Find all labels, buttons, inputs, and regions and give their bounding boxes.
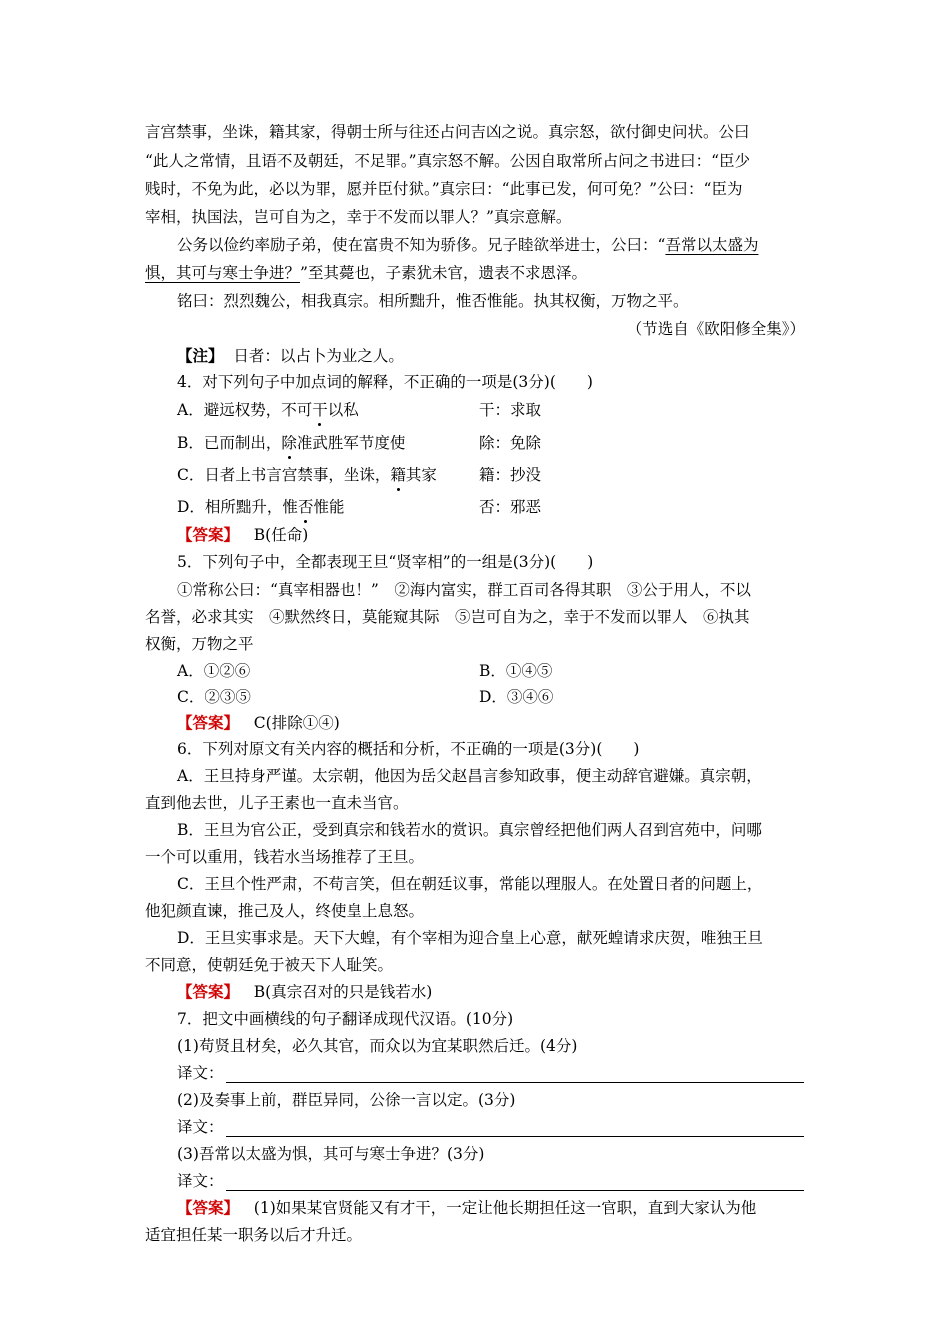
translation-blank-1[interactable]	[226, 1082, 804, 1083]
passage-line-5: 公务以俭约率励子弟，使在富贵不知为骄侈。兄子睦欲举进士，公曰：“吾常以太盛为	[177, 236, 759, 254]
underlined-sentence: 吾常以太盛为	[665, 236, 759, 254]
passage-line-2: “此人之常情，且语不及朝廷，不足罪。”真宗怒不解。公因自取常所占问之书进曰：“臣少	[145, 152, 751, 170]
passage-inscription: 铭曰：烈烈魏公，相我真宗。相所黜升，惟否惟能。执其权衡，万物之平。	[177, 292, 689, 310]
q7-answer: 【答案】 (1)如果某官贤能又有才干，一定让他长期担任这一官职，直到大家认为他	[177, 1198, 757, 1217]
q6-option-d-2: 不同意，使朝廷免于被天下人耻笑。	[145, 956, 394, 974]
answer-tag: 【答案】	[177, 982, 240, 1001]
q7-translation-label-1: 译文：	[177, 1064, 224, 1082]
answer-tag: 【答案】	[177, 713, 240, 732]
note-tag: 【注】	[177, 346, 224, 365]
q4-option-d-gloss: 否：邪恶	[479, 498, 542, 516]
q5-stem: 5．下列句子中，全都表现王旦“贤宰相”的一组是(3分)( )	[177, 553, 594, 571]
passage-line-1: 言宫禁事，坐诛，籍其家，得朝士所与往还占问吉凶之说。真宗怒，欲付御史问状。公曰	[145, 123, 750, 141]
q6-option-b-1: B．王旦为官公正，受到真宗和钱若水的赏识。真宗曾经把他们两人召到宫苑中，问哪	[177, 821, 762, 839]
q5-option-a: A．①②⑥	[177, 662, 251, 680]
note: 【注】 日者：以占卜为业之人。	[177, 346, 404, 365]
q7-translation-label-2: 译文：	[177, 1118, 224, 1136]
q6-answer: 【答案】 B(真宗召对的只是钱若水)	[177, 982, 433, 1001]
answer-tag: 【答案】	[177, 1198, 240, 1217]
q7-stem: 7．把文中画横线的句子翻译成现代汉语。(10分)	[177, 1010, 514, 1028]
q4-option-d: D．相所黜升，惟否惟能	[177, 498, 345, 516]
underlined-sentence-cont: 惧，其可与寒士争进？	[145, 264, 301, 282]
q6-option-d-1: D．王旦实事求是。天下大蝗，有个宰相为迎合皇上心意，献死蝗请求庆贺，唯独王旦	[177, 929, 763, 947]
q6-option-a-1: A．王旦持身严谨。太宗朝，他因为岳父赵昌言参知政事，便主动辞官避嫌。真宗朝，	[177, 767, 762, 785]
q6-option-b-2: 一个可以重用，钱若水当场推荐了王旦。	[145, 848, 425, 866]
q6-option-c-1: C．王旦个性严肃，不苟言笑，但在朝廷议事，常能以理服人。在处置日者的问题上，	[177, 875, 763, 893]
translation-blank-3[interactable]	[226, 1190, 804, 1191]
q5-items-line-3: 权衡，万物之平	[145, 635, 254, 653]
q5-option-b: B．①④⑤	[479, 662, 553, 680]
answer-tag: 【答案】	[177, 525, 240, 544]
q7-sentence-1: (1)苟贤且材矣，必久其官，而众以为宜某职然后迁。(4分)	[177, 1037, 578, 1055]
q4-option-b: B．已而制出，除准武胜军节度使	[177, 434, 406, 452]
q5-option-d: D．③④⑥	[479, 688, 554, 706]
q4-option-c: C．日者上书言宫禁事，坐诛，籍其家	[177, 466, 437, 484]
q6-option-c-2: 他犯颜直谏，推己及人，终使皇上息怒。	[145, 902, 425, 920]
q4-option-a-gloss: 干：求取	[479, 401, 542, 419]
passage-line-3: 贱时，不免为此，必以为罪，愿并臣付狱。”真宗曰：“此事已发，何可免？”公曰：“臣为	[145, 180, 743, 198]
q7-sentence-2: (2)及奏事上前，群臣异同，公徐一言以定。(3分)	[177, 1091, 516, 1109]
q7-sentence-3: (3)吾常以太盛为惧，其可与寒士争进？(3分)	[177, 1145, 485, 1163]
q6-stem: 6．下列对原文有关内容的概括和分析，不正确的一项是(3分)( )	[177, 740, 640, 758]
source-citation: （节选自《欧阳修全集》）	[626, 320, 805, 338]
q5-option-c: C．②③⑤	[177, 688, 251, 706]
q7-translation-label-3: 译文：	[177, 1172, 224, 1190]
passage-line-6: 惧，其可与寒士争进？”至其薨也，子素犹未官，遗表不求恩泽。	[145, 264, 587, 282]
q4-option-b-gloss: 除：免除	[479, 434, 542, 452]
q5-answer: 【答案】 C(排除①④)	[177, 713, 340, 732]
translation-blank-2[interactable]	[226, 1136, 804, 1137]
q7-answer-cont: 适宜担任某一职务以后才升迁。	[145, 1226, 363, 1244]
q4-option-c-gloss: 籍：抄没	[479, 466, 542, 484]
q6-option-a-2: 直到他去世，儿子王素也一直未当官。	[145, 794, 409, 812]
passage-line-4: 宰相，执国法，岂可自为之，幸于不发而以罪人？”真宗意解。	[145, 208, 572, 226]
q4-stem: 4．对下列句子中加点词的解释，不正确的一项是(3分)( )	[177, 373, 593, 391]
q5-items-line-1: ①常称公曰：“真宰相器也！” ②海内富实，群工百司各得其职 ③公于用人，不以	[177, 581, 751, 599]
q5-items-line-2: 名誉，必求其实 ④默然终日，莫能窥其际 ⑤岂可自为之，幸于不发而以罪人 ⑥执其	[145, 608, 750, 626]
q4-answer: 【答案】 B(任命)	[177, 525, 309, 544]
q4-option-a: A．避远权势，不可干以私	[177, 401, 359, 419]
